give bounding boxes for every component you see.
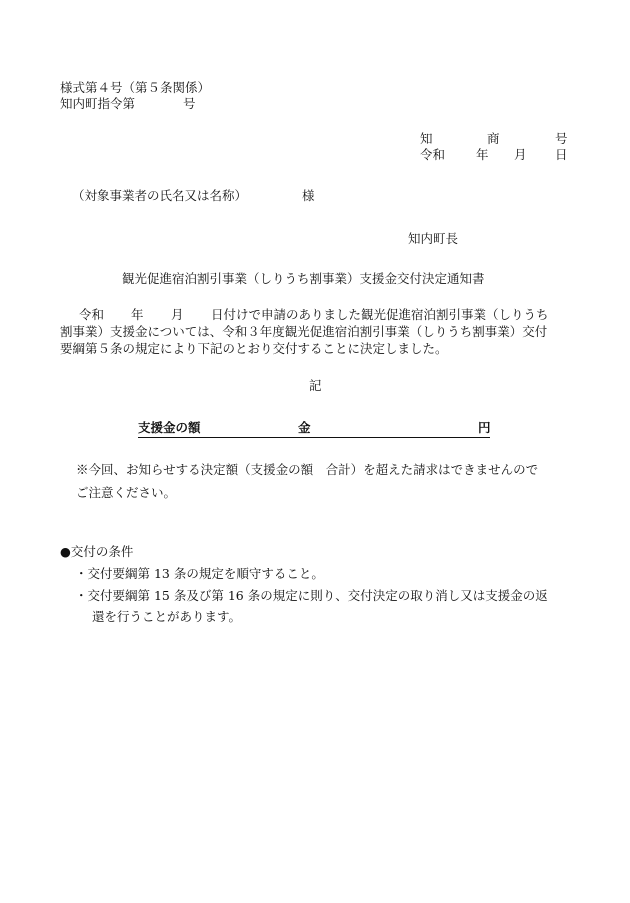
notice-line1: ※今回、お知らせする決定額（支援金の額 合計）を超えた請求はできませんので bbox=[76, 462, 539, 477]
notice-line2: ご注意ください。 bbox=[76, 485, 177, 500]
designation-prefix: 知内町指令第 bbox=[60, 96, 136, 111]
issuer: 知内町長 bbox=[408, 231, 459, 246]
condition-item-1: ・交付要綱第 13 条の規定を順守すること。 bbox=[75, 566, 324, 581]
recipient-honorific: 様 bbox=[302, 188, 315, 203]
conditions-heading: ●交付の条件 bbox=[60, 544, 134, 559]
recipient-name-placeholder: （対象事業者の氏名又は名称） bbox=[72, 188, 248, 203]
body-line3: 要綱第５条の規定により下記のとおり交付することに決定しました。 bbox=[60, 341, 448, 356]
doc-number-b: 商 bbox=[487, 131, 500, 146]
doc-number-a: 知 bbox=[420, 131, 433, 146]
date-day: 日 bbox=[555, 147, 568, 162]
document-title: 観光促進宿泊割引事業（しりうち割事業）支援金交付決定通知書 bbox=[122, 271, 485, 286]
body-line1-year: 年 bbox=[131, 307, 144, 322]
body-line1-era: 令和 bbox=[79, 307, 105, 322]
amount-kin: 金 bbox=[298, 420, 311, 435]
condition-item-2-line2: 還を行うことがあります。 bbox=[92, 609, 242, 624]
body-line2: 割事業）支援金については、令和３年度観光促進宿泊割引事業（しりうち割事業）交付 bbox=[60, 324, 548, 339]
body-line1-month: 月 bbox=[171, 307, 184, 322]
doc-number-c: 号 bbox=[555, 131, 568, 146]
amount-yen: 円 bbox=[478, 420, 491, 435]
amount-label: 支援金の額 bbox=[138, 420, 201, 435]
condition-item-2-line1: ・交付要綱第 15 条及び第 16 条の規定に則り、交付決定の取り消し又は支援金の返 bbox=[75, 588, 548, 603]
form-number: 様式第４号（第５条関係） bbox=[60, 80, 211, 95]
designation-suffix: 号 bbox=[183, 96, 196, 111]
body-line1-rest: 日付けで申請のありました観光促進宿泊割引事業（しりうち bbox=[211, 307, 549, 322]
date-era: 令和 bbox=[420, 147, 446, 162]
date-year: 年 bbox=[476, 147, 489, 162]
date-month: 月 bbox=[514, 147, 527, 162]
ki-marker: 記 bbox=[309, 378, 322, 393]
